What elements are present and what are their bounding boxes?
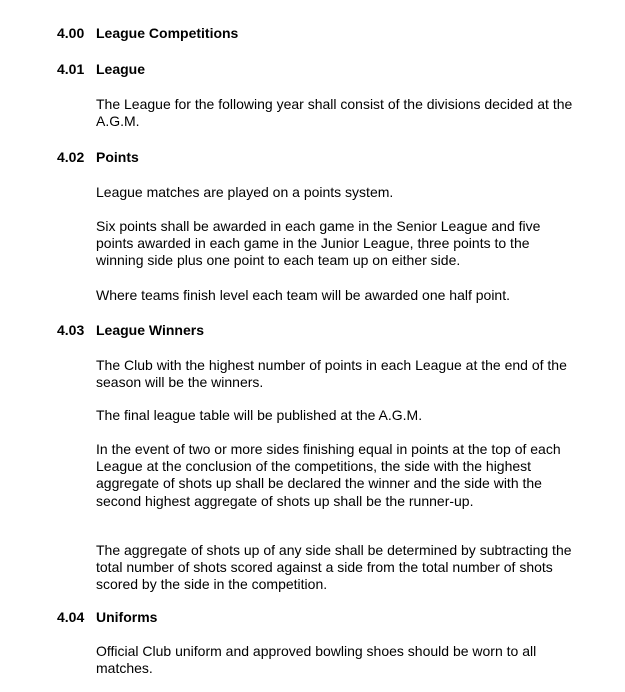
paragraph: The final league table will be published at the A.G.M. bbox=[96, 407, 423, 423]
paragraph: Official Club uniform and approved bowling shoes should be worn to all matches. bbox=[96, 643, 537, 677]
section-heading-4-04 bbox=[57, 609, 157, 626]
section-number: 4.01 bbox=[57, 61, 85, 77]
paragraph: The aggregate of shots up of any side shall be determined by subtracting the total number of shots scored against a side from the total number of shots scored by the side in the competition. bbox=[96, 542, 572, 593]
section-heading-4-00 bbox=[57, 25, 238, 42]
paragraph: League matches are played on a points system. bbox=[96, 184, 394, 200]
section-heading-4-01 bbox=[57, 61, 145, 78]
section-title: League Competitions bbox=[96, 25, 239, 41]
section-heading-4-03 bbox=[57, 322, 204, 339]
section-heading-4-02 bbox=[57, 149, 139, 166]
section-title: League Winners bbox=[96, 322, 205, 338]
paragraph: In the event of two or more sides finishing equal in points at the top of each League at the conclusion of the competitions, the side with the highest aggregate of shots up shall be declared the winner and the side with the second highest aggregate of shots up shall be the runner-up. bbox=[96, 441, 561, 509]
section-title: Uniforms bbox=[96, 609, 158, 625]
section-title: Points bbox=[96, 149, 139, 165]
section-number: 4.04 bbox=[57, 609, 85, 625]
paragraph: Six points shall be awarded in each game in the Senior League and five points awarded in each game in the Junior League, three points to the winning side plus one point to each team up on either side. bbox=[96, 218, 541, 269]
section-number: 4.03 bbox=[57, 322, 85, 338]
section-number: 4.02 bbox=[57, 149, 85, 165]
section-number: 4.00 bbox=[57, 25, 85, 41]
section-title: League bbox=[96, 61, 146, 77]
paragraph: The League for the following year shall consist of the divisions decided at the A.G.M. bbox=[96, 96, 573, 130]
paragraph: The Club with the highest number of points in each League at the end of the season will be the winners. bbox=[96, 357, 567, 391]
paragraph: Where teams finish level each team will be awarded one half point. bbox=[96, 287, 510, 303]
